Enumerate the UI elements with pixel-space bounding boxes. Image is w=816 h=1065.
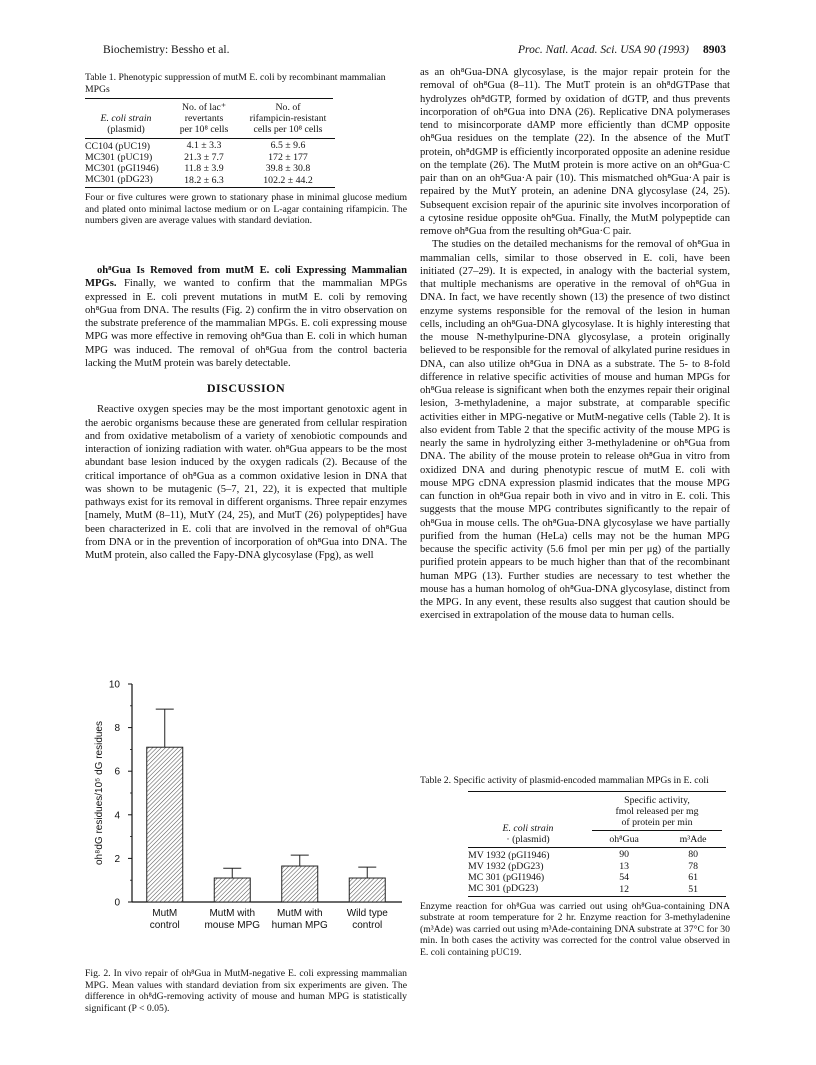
table1-header-rif-l1: No. of — [275, 101, 301, 113]
x-tick-label: MutM — [152, 908, 178, 919]
table2-bottom-rule — [468, 896, 726, 897]
table-row — [468, 848, 726, 861]
table1-cell-strain: MC301 (pGI1946) — [85, 163, 159, 175]
paragraph-text: Finally, we wanted to confirm that the mammalian MPGs expressed in E. coli prevent mutations in mutM E. coli by removing oh⁸Gua from DNA. The results (Fig. 2) confirm the in vitro observation on the substrate preference of the mammalian MPGs. E. coli expressing mouse MPG was more effective in removing oh⁸Gua than E. coli in which human MPG was induced. The removal of oh⁸Gua from the control bacteria lacking the MutM protein was barely detectable. — [85, 278, 407, 369]
table-row — [85, 163, 335, 174]
right-column-text — [420, 66, 730, 623]
bar — [147, 747, 183, 902]
table1-footnote: Four or five cultures were grown to stationary phase in minimal glucose medium and plated onto minimal lactose medium or on L-agar containing rifampicin. The numbers given are average values with standard deviation. — [85, 192, 407, 227]
table1-cell-strain: MC301 (pDG23) — [85, 174, 153, 186]
y-tick-label: 10 — [108, 680, 120, 691]
table1-cell-strain: MC301 (pUC19) — [85, 152, 153, 164]
x-tick-label: mouse MPG — [204, 920, 261, 931]
table1-cell-rif: 102.2 ± 44.2 — [263, 175, 313, 187]
figure2-chart — [80, 680, 410, 942]
table1-cell-rif: 39.8 ± 30.8 — [265, 163, 311, 175]
table2-header-strain-l1: E. coli strain — [502, 822, 554, 834]
table2-cell-ade: 61 — [688, 871, 698, 883]
table2-footnote: Enzyme reaction for oh⁸Gua was carried out using oh⁸Gua-containing DNA substrate at room temperature for 2 hr. Enzyme reaction for 3-methyladenine (m³Ade) was carried out using m³Ade-containing DNA substrate at 37°C for 30 min. In both cases the activity was corrected for the control value observed in E. coli containing pUC19. — [420, 900, 730, 958]
table2-header-spec — [588, 795, 726, 834]
table1 — [85, 72, 407, 227]
bar — [349, 878, 385, 902]
table2-cell-gua: 54 — [619, 871, 629, 883]
y-tick-label: 4 — [114, 810, 120, 822]
table1-header-lac-l2: revertants — [184, 113, 224, 125]
table2-header-strain-l2: · (plasmid) — [506, 833, 550, 845]
table2-header-gua: oh⁸Gua — [609, 833, 639, 845]
figure2-caption: Fig. 2. In vivo repair of oh⁸Gua in MutM-negative E. coli expressing mammalian MPG. Mean values with standard deviation from six experiments are given. The difference in oh⁸dG-removing activity of mouse and human MPG is statistically significant (P < 0.05). — [85, 968, 407, 1014]
table2-cell-strain: MC 301 (pDG23) — [468, 882, 539, 894]
page-number: 8903 — [703, 44, 726, 56]
section-title: DISCUSSION — [206, 381, 286, 395]
table1-cell-lac: 4.1 ± 3.3 — [186, 140, 222, 152]
table-row — [468, 861, 726, 872]
table2-header-spec-l1: Specific activity, — [624, 794, 690, 806]
table1-cell-rif: 172 ± 177 — [268, 152, 308, 164]
table1-bottom-rule — [85, 187, 335, 188]
bar — [282, 866, 318, 902]
bar-chart — [80, 680, 410, 942]
paragraph-text: The studies on the detailed mechanisms for the removal of oh⁸Gua in mammalian cells, similar to those observed in E. coli, have been initiated (27–29). It is expected, in analogy with the bacterial system, that multiple mechanisms are operative in the removal of oh⁸Gua in DNA. In fact, we have recently shown (13) the presence of two distinct enzyme systems responsible for the removal of the lesion in human cells, including an oh⁸Gua-DNA glycosylase. It is highly interesting that the mouse N-methylpurine-DNA glycosylase, a protein originally believed to be responsible for the removal of alkylated purine residues in DNA, can also utilize oh⁸Gua in DNA as a substrate. The 5- to 8-fold difference in relative specific activities of mouse and human MPGs for oh⁸Gua release is significant when both the enzymes repair their original lesion, 3-methyladenine, a major substrate, at comparable specific activities either in MPG-negative or MutM-negative cells (Table 2). It is also evident from Table 2 that the specific activity of the mouse MPG is nearly the same in hydrolyzing either 3-methyladenine or oh⁸Gua from DNA. The ability of the mouse protein to release oh⁸Gua in vitro from oxidized DNA and during phenotypic rescue of mutM E. coli with mouse MPG cDNA expression plasmid indicates that the mouse MPG can function in oh⁸Gua repair both in vivo and in vitro in E. coli. This suggests that the mouse MPG contributes significantly to the repair of oh⁸Gua in mouse cells. The oh⁸Gua-DNA glycosylase we have partially purified from the human (HeLa) cells may not be the human MPG because the specific activity (5.6 fmol per min per μg) of the partially purified protein appears to be much higher than that of the recombinant human MPG (13). Further studies are necessary to test whether the mouse has a human homolog of oh⁸Gua-DNA glycosylase, distinct from the MPG. In any event, these results also suggest that caution should be exercised in extrapolation of the mouse data to human cells. — [420, 239, 730, 622]
table2 — [420, 775, 730, 959]
table1-header-rif-l2: rifampicin-resistant — [249, 112, 327, 124]
x-tick-label: human MPG — [271, 920, 328, 931]
table2-cell-strain: MV 1932 (pDG23) — [468, 860, 544, 872]
table1-header-strain — [85, 101, 167, 138]
table-row — [468, 872, 726, 883]
table2-cell-ade: 78 — [688, 860, 698, 872]
paragraph-text: Reactive oxygen species may be the most important genotoxic agent in the aerobic organisms because these are generated from cellular respiration and from oxidative metabolism of a variety of xenobiotic compounds and interaction of ionizing radiation with water. oh⁸Gua appears to be the most abundant base lesion induced by the oxygen radicals (2). Because of the critical importance of oh⁸Gua as a common oxidative lesion in DNA that was shown to be mutagenic (5–7, 21, 22), it is expected that multiple pathways exist for its removal in different organisms. Three repair enzymes [namely, MutM (8–11), MutY (24, 25), and MutT (26) polypeptides] have been characterized in E. coli that are involved in the removal of oh⁸Gua from DNA or in the prevention of incorporation of oh⁸Gua into DNA. The MutM protein, also called the Fapy-DNA glycosylase (Fpg), as well — [85, 404, 407, 561]
table1-title: Table 1. Phenotypic suppression of mutM E. coli by recombinant mammalian MPGs — [85, 72, 386, 95]
table2-header-spec-l3: of protein per min — [621, 816, 693, 828]
table1-cell-lac: 18.2 ± 6.3 — [184, 175, 224, 187]
table2-cell-gua: 13 — [619, 860, 629, 872]
table1-header-rif — [241, 101, 335, 138]
table1-cell-rif: 6.5 ± 9.6 — [270, 140, 306, 152]
y-tick-label: 0 — [114, 897, 120, 909]
table1-header-strain-l1: E. coli strain — [100, 113, 152, 125]
table2-header-strain — [468, 795, 588, 847]
table1-cell-lac: 21.3 ± 7.7 — [184, 152, 224, 164]
y-axis-label: oh⁸dG residues/10⁵ dG residues — [94, 721, 105, 865]
x-tick-label: MutM with — [276, 908, 323, 919]
running-header-left: Biochemistry: Bessho et al. — [103, 44, 230, 56]
table-row — [468, 883, 726, 896]
table2-grid — [468, 795, 726, 897]
table1-cell-strain: CC104 (pUC19) — [85, 141, 151, 153]
table1-header-lac — [167, 101, 241, 138]
table1-top-rule — [85, 98, 333, 99]
table1-header-lac-l3: per 10⁸ cells — [179, 124, 229, 136]
table2-cell-strain: MC 301 (pGI1946) — [468, 871, 545, 883]
y-tick-label: 2 — [114, 853, 120, 865]
table1-header-strain-l2: (plasmid) — [107, 124, 145, 136]
y-tick-label: 6 — [114, 766, 120, 778]
paragraph-text: as an oh⁸Gua-DNA glycosylase, is the major repair protein for the removal of oh⁸Gua (8–11). The MutT protein is an oh⁸dGTPase that hydrolyzes oh⁸dGTP, formed by oxidation of dGTP, and thus prevents incorporation of oh⁸Gua into DNA (26). Replicative DNA polymerases tend to misincorporate dAMP more efficiently than dCMP opposite oh⁸Gua residues on the template (22). In the absence of the MutT protein, oh⁸dGMP is efficiently incorporated opposite an adenine residue on the template (26). The MutM protein is more active on an oh⁸Gua·C pair than on an oh⁸Gua·A pair (10). This mismatched oh⁸Gua·A pair is repaired by the MutY protein, an adenine DNA glycosylase (24, 25). Subsequent excision repair of the apurinic site involves incorporation of a cytosine residue opposite oh⁸Gua. Finally, the MutM polypeptide can remove oh⁸Gua from the resulting oh⁸Gua·C pair. — [420, 67, 730, 237]
section-paragraph-1 — [85, 264, 407, 370]
table2-header-ade: m³Ade — [679, 833, 707, 845]
table2-title: Table 2. Specific activity of plasmid-encoded mammalian MPGs in E. coli — [420, 775, 709, 786]
x-tick-label: control — [352, 920, 383, 931]
x-tick-label: Wild type — [346, 908, 388, 919]
y-tick-label: 8 — [114, 723, 120, 735]
table2-spec-rule — [592, 830, 722, 831]
bar — [214, 878, 250, 902]
table-row — [85, 139, 335, 152]
left-column-text — [85, 264, 407, 562]
x-tick-label: control — [149, 920, 180, 931]
table2-cell-ade: 51 — [688, 883, 698, 895]
table1-grid — [85, 101, 335, 188]
x-tick-label: MutM with — [209, 908, 256, 919]
running-header-right — [496, 44, 726, 56]
table2-header-spec-l2: fmol released per mg — [615, 805, 699, 817]
subsection-heading: oh⁸Gua Is Removed from mutM E. coli Expressing Mammalian MPGs. — [85, 265, 407, 290]
table2-cell-gua: 12 — [619, 883, 629, 895]
table1-header-lac-l1: No. of lac⁺ — [181, 102, 227, 114]
table2-cell-ade: 80 — [688, 848, 698, 860]
table2-top-rule — [468, 791, 726, 792]
table2-cell-gua: 90 — [619, 848, 629, 860]
table1-header-rif-l3: cells per 10⁸ cells — [253, 123, 323, 135]
table2-cell-strain: MV 1932 (pGI1946) — [468, 849, 550, 861]
table-row — [85, 174, 335, 187]
table1-cell-lac: 11.8 ± 3.9 — [184, 163, 224, 175]
journal-citation: Proc. Natl. Acad. Sci. USA 90 (1993) — [518, 44, 689, 56]
table-row — [85, 152, 335, 163]
